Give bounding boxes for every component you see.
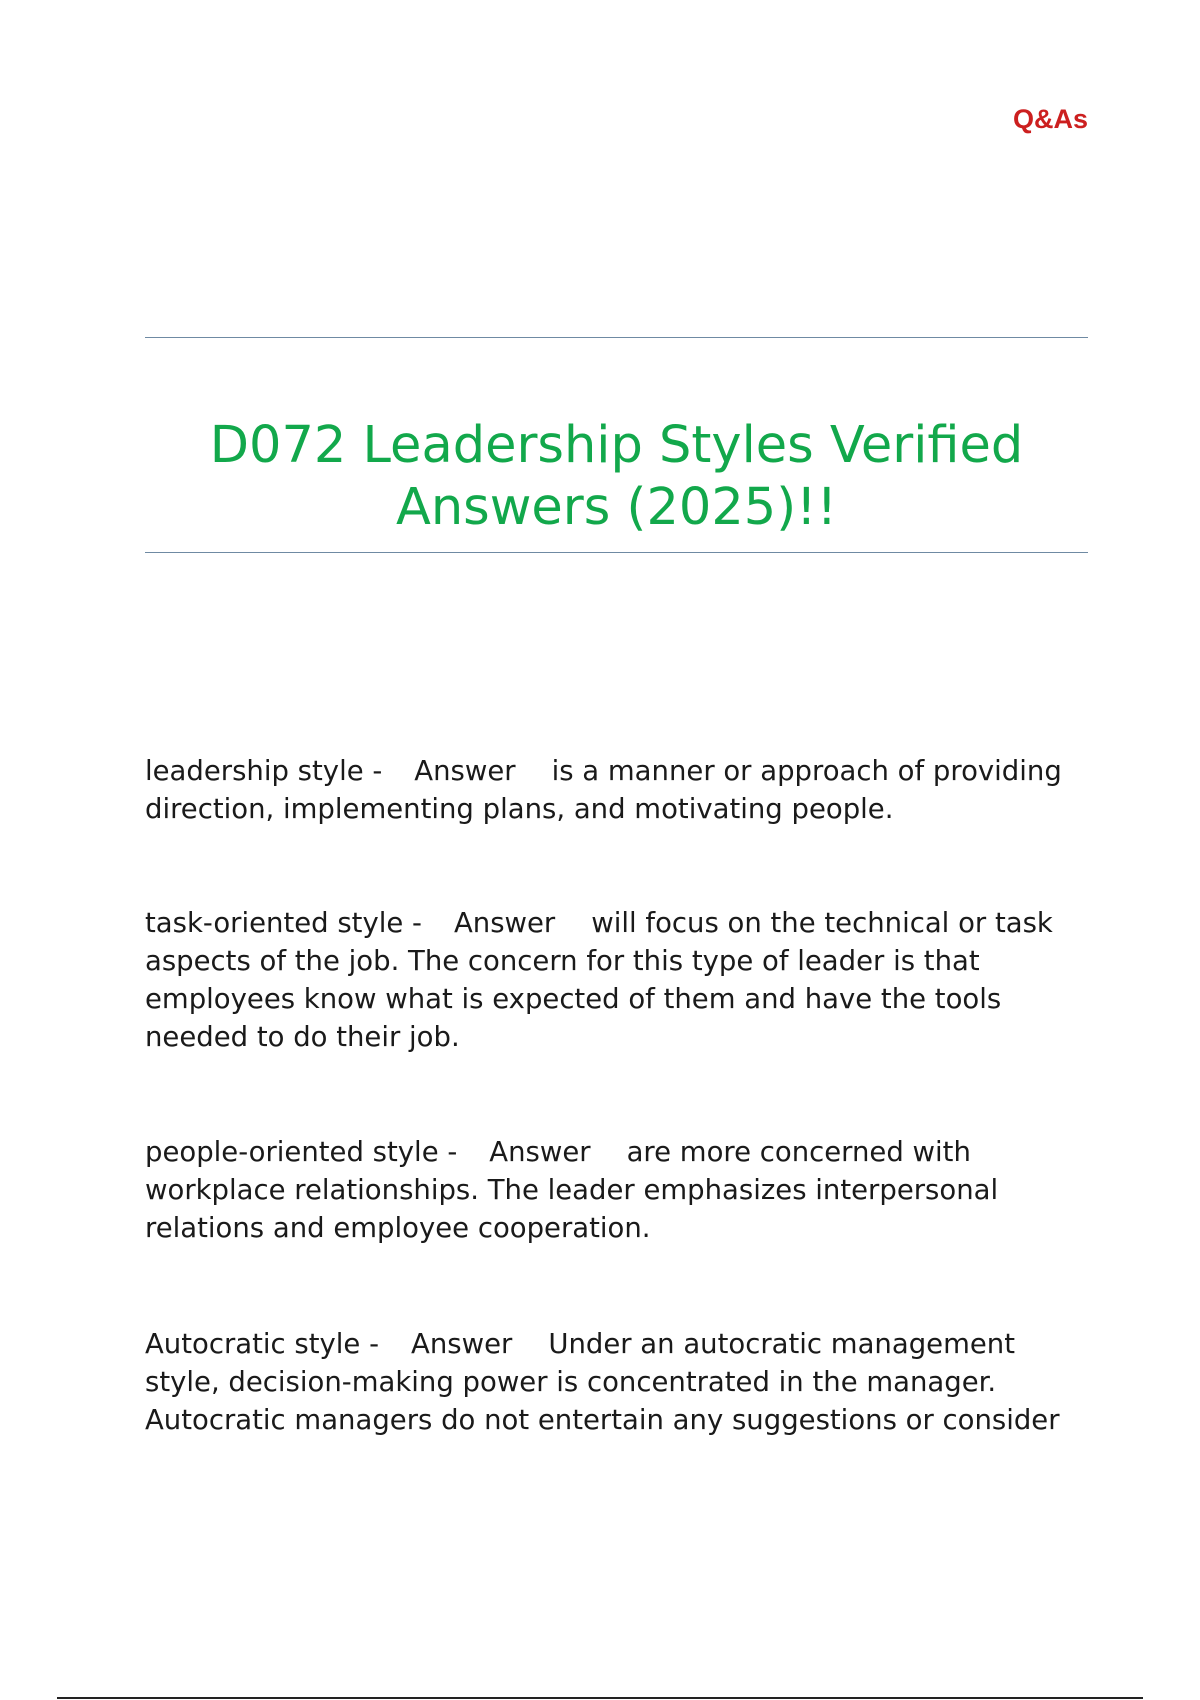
qa-term: people-oriented style - <box>145 1136 458 1168</box>
qa-item <box>145 752 1095 828</box>
qa-item <box>145 904 1095 1056</box>
qa-list <box>145 752 1095 1515</box>
document-title: D072 Leadership Styles Verified Answers (2025)!! <box>209 416 1024 537</box>
qa-item <box>145 1133 1095 1247</box>
qa-definition: is a manner or approach of providing direction, implementing plans, and motivating people. <box>145 755 1062 825</box>
qa-definition: Under an autocratic management style, decision-making power is concentrated in the manager. Autocratic managers do not entertain any suggestions or consider <box>145 1328 1060 1436</box>
qa-answer-label: Answer <box>453 907 556 939</box>
qa-answer-label: Answer <box>411 1328 513 1360</box>
header-qa-tag: Q&As <box>1012 104 1088 134</box>
title-top-divider <box>145 337 1088 338</box>
qa-definition: will focus on the technical or task aspects of the job. The concern for this type of leader is that employees know what is expected of them and have the tools needed to do their job. <box>145 907 1053 1053</box>
qa-term: Autocratic style - <box>145 1328 380 1360</box>
qa-item <box>145 1325 1095 1439</box>
page-footer-divider <box>57 1697 1143 1699</box>
qa-answer-label: Answer <box>414 755 516 787</box>
qa-term: task-oriented style - <box>145 907 422 939</box>
title-bottom-divider <box>145 552 1088 553</box>
qa-term: leadership style - <box>145 755 383 787</box>
qa-answer-label: Answer <box>489 1136 591 1168</box>
qa-definition: are more concerned with workplace relationships. The leader emphasizes interpersonal relations and employee cooperation. <box>145 1136 999 1244</box>
